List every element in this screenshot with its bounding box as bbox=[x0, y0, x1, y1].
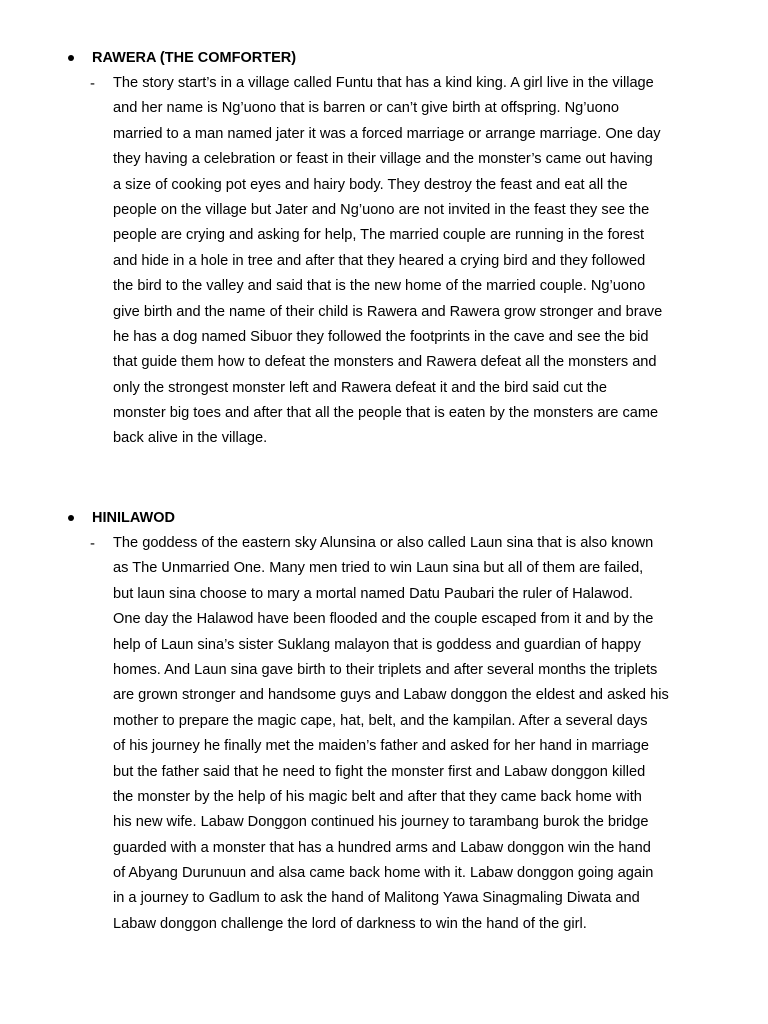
body-line: Labaw donggon challenge the lord of darkness to win the hand of the girl. bbox=[113, 915, 587, 932]
body-line: are grown stronger and handsome guys and Labaw donggon the eldest and asked his bbox=[113, 687, 669, 704]
body-line: monster big toes and after that all the people that is eaten by the monsters are came bbox=[113, 405, 659, 422]
body-line: of his journey he finally met the maiden’s father and asked for her hand in marriage bbox=[113, 738, 649, 755]
body-line: they having a celebration or feast in their village and the monster’s came out having bbox=[113, 151, 653, 168]
section-heading-row bbox=[0, 506, 768, 531]
body-line: give birth and the name of their child is Rawera and Rawera grow stronger and brave bbox=[113, 303, 663, 320]
body-line: in a journey to Gadlum to ask the hand of Malitong Yawa Sinagmaling Diwata and bbox=[113, 890, 640, 907]
body-line: and her name is Ng’uono that is barren or can’t give birth at offspring. Ng’uono bbox=[113, 100, 619, 117]
section-heading: RAWERA (THE COMFORTER) bbox=[92, 50, 297, 66]
body-line: back alive in the village. bbox=[113, 430, 268, 447]
body-line: his new wife. Labaw Donggon continued his journey to tarambang burok the bridge bbox=[113, 814, 649, 831]
body-line: mother to prepare the magic cape, hat, belt, and the kampilan. After a several days bbox=[113, 712, 648, 729]
body-line: guarded with a monster that has a hundred arms and Labaw donggon win the hand bbox=[113, 839, 651, 856]
body-line: homes. And Laun sina gave birth to their triplets and after several months the triplets bbox=[113, 661, 658, 678]
section-heading: HINILAWOD bbox=[92, 510, 175, 526]
body-line: as The Unmarried One. Many men tried to win Laun sina but all of them are failed, bbox=[113, 560, 644, 577]
body-line: a size of cooking pot eyes and hairy body. They destroy the feast and eat all the bbox=[113, 176, 628, 193]
body-line: that guide them how to defeat the monsters and Rawera defeat all the monsters and bbox=[113, 354, 657, 371]
section-body bbox=[113, 71, 733, 452]
section-hinilawod bbox=[0, 506, 768, 932]
body-line: One day the Halawod have been flooded and the couple escaped from it and by the bbox=[113, 611, 654, 628]
body-line: the monster by the help of his magic belt and after that they came back home with bbox=[113, 788, 642, 805]
body-line: of Abyang Durunuun and alsa came back home with it. Labaw donggon going again bbox=[113, 865, 654, 882]
body-line: he has a dog named Sibuor they followed the footprints in the cave and see the bid bbox=[113, 328, 649, 345]
body-line: help of Laun sina’s sister Suklang malayon that is goddess and guardian of happy bbox=[113, 636, 641, 653]
dash-marker: - bbox=[90, 75, 95, 92]
body-line: and hide in a hole in tree and after that they heared a crying bird and they followed bbox=[113, 252, 646, 269]
section-body bbox=[113, 531, 733, 937]
body-line: The goddess of the eastern sky Alunsina or also called Laun sina that is also known bbox=[113, 535, 654, 551]
body-line: people are crying and asking for help, The married couple are running in the forest bbox=[113, 227, 645, 244]
dash-marker: - bbox=[90, 535, 95, 552]
section-heading-row bbox=[0, 46, 768, 71]
body-line: the bird to the valley and said that is the new home of the married couple. Ng’uono bbox=[113, 278, 646, 295]
body-line: but laun sina choose to mary a mortal named Datu Paubari the ruler of Halawod. bbox=[113, 585, 633, 602]
body-line: The story start’s in a village called Funtu that has a kind king. A girl live in the village bbox=[113, 75, 654, 91]
bullet-dot-icon bbox=[68, 55, 74, 61]
section-rawera bbox=[0, 46, 768, 447]
body-line: people on the village but Jater and Ng’uono are not invited in the feast they see the bbox=[113, 201, 650, 218]
body-line: only the strongest monster left and Rawera defeat it and the bird said cut the bbox=[113, 379, 608, 396]
bullet-dot-icon bbox=[68, 515, 74, 521]
body-line: married to a man named jater it was a forced marriage or arrange marriage. One day bbox=[113, 125, 661, 142]
body-line: but the father said that he need to fight the monster first and Labaw donggon killed bbox=[113, 763, 646, 780]
